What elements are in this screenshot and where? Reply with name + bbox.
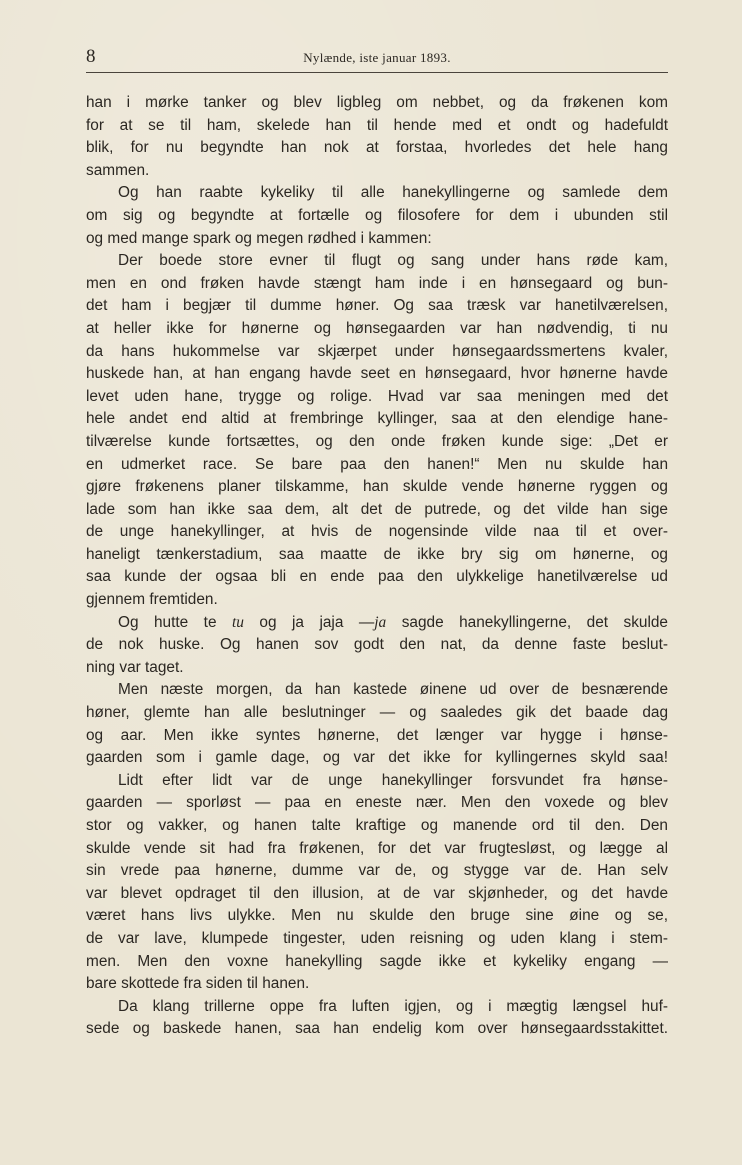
text-line: lade som han ikke saa dem, alt det de putrede, og det vilde han sige (86, 500, 668, 518)
text-segment: Og hutte te (118, 613, 232, 631)
text-line: Lidt efter lidt var de unge hanekyllinger forsvundet fra hønse- (118, 771, 668, 789)
text-line: huskede han, at han engang havde seet en hønsegaard, hvor hønerne havde (86, 365, 668, 383)
text-line: tilværelse kunde fortsættes, og den onde frøken kunde sige: „Det er (86, 432, 668, 450)
page-number: 8 (86, 46, 96, 67)
text-line: ning var taget. (86, 658, 184, 676)
text-line: at heller ikke for hønerne og hønsegaarden var han nødvendig, ti nu (86, 319, 668, 337)
body-text (86, 92, 668, 1041)
text-line: om sig og begyndte at fortælle og filosofere for dem i ubunden stil (86, 206, 668, 224)
text-segment: sagde hanekyllingerne, det skulde (386, 613, 668, 631)
text-line: Da klang trillerne oppe fra luften igjen, og i mægtig længsel huf- (118, 997, 668, 1015)
text-line: han i mørke tanker og blev ligbleg om nebbet, og da frøkenen kom (86, 94, 668, 111)
text-line: saa kunde der ogsaa bli en ende paa den ulykkelige hanetilværelse ud (86, 568, 668, 586)
text-line: og aar. Men ikke syntes hønerne, det længer var hygge i hønse- (86, 726, 668, 744)
text-line: men en ond frøken havde stængt ham inde i en hønsegaard og bun- (86, 274, 668, 292)
text-line: de nok huske. Og hanen sov godt den nat, da denne faste beslut- (86, 636, 668, 654)
text-line: skulde vende sit had fra frøkenen, for det var frugtesløst, og lægge al (86, 839, 668, 857)
text-line: hele andet end altid at frembringe kyllinger, saa at den elendige hane- (86, 410, 668, 428)
text-line: Der boede store evner til flugt og sang under hans røde kam, (118, 252, 668, 270)
text-line: men. Men den voxne hanekylling sagde ikke et kykeliky engang — (86, 952, 668, 970)
text-line: de unge hanekyllinger, at hvis de nogensinde vilde naa til et over- (86, 523, 668, 541)
text-line: været hans livs ulykke. Men nu skulde den bruge sine øine og se, (86, 907, 668, 925)
text-line: blik, for nu begyndte han nok at forstaa, hvorledes det hele hang (86, 139, 668, 157)
italic-word: tu (231, 613, 244, 631)
text-segment: og ja jaja — (243, 613, 375, 631)
text-line: gaarden — sporløst — paa en eneste nær. Men den voxede og blev (86, 794, 668, 812)
text-line: en udmerket race. Se bare paa den hanen!“ Men nu skulde han (86, 455, 668, 473)
text-line: gaarden som i gamle dage, og var det ikke for kyllingernes skyld saa! (86, 749, 668, 767)
text-line: for at se til ham, skelede han til hende med et ondt og hadefuldt (86, 116, 668, 134)
text-line: da hans hukommelse var skjærpet under hønsegaardssmertens kvaler, (86, 342, 668, 360)
text-line: levet uden hane, trygge og rolige. Hvad var saa meningen med det (86, 387, 668, 405)
running-head: Nylænde, iste januar 1893. (303, 50, 451, 65)
text-line: gjøre frøkenens planer tilskamme, han skulde vende hønerne ryggen og (86, 478, 668, 496)
text-line: bare skottede fra siden til hanen. (86, 975, 310, 993)
text-line: høner, glemte han alle beslutninger — og saaledes gik det baade dag (86, 704, 668, 722)
text-line: haneligt tænkerstadium, saa maatte de ikke bry sig om hønerne, og (86, 545, 668, 563)
text-line: det ham i begjær til dumme høner. Og saa træsk var hanetilværelsen, (86, 297, 668, 315)
text-line: de var lave, klumpede tingester, uden reisning og uden klang i stem- (86, 929, 668, 947)
text-line: var blevet opdraget til den illusion, at de var skjønheder, og det havde (86, 884, 668, 902)
page-header (86, 44, 668, 73)
italic-word: ja (374, 613, 387, 631)
text-line: sede og baskede hanen, saa han endelig kom over hønsegaardsstakittet. (86, 1020, 668, 1038)
text-line: sammen. (86, 161, 150, 179)
text-line: sin vrede paa hønerne, dumme var de, og stygge var de. Han selv (86, 862, 668, 880)
text-line: Og han raabte kykeliky til alle hanekyllingerne og samlede dem (118, 184, 668, 202)
text-line: Men næste morgen, da han kastede øinene ud over de besnærende (118, 681, 668, 699)
text-line: gjennem fremtiden. (86, 591, 218, 609)
text-line: og med mange spark og megen rødhed i kammen: (86, 229, 432, 247)
text-line: stor og vakker, og hanen talte kraftige og manende ord til den. Den (86, 817, 668, 834)
text-line-with-italics (86, 612, 668, 635)
